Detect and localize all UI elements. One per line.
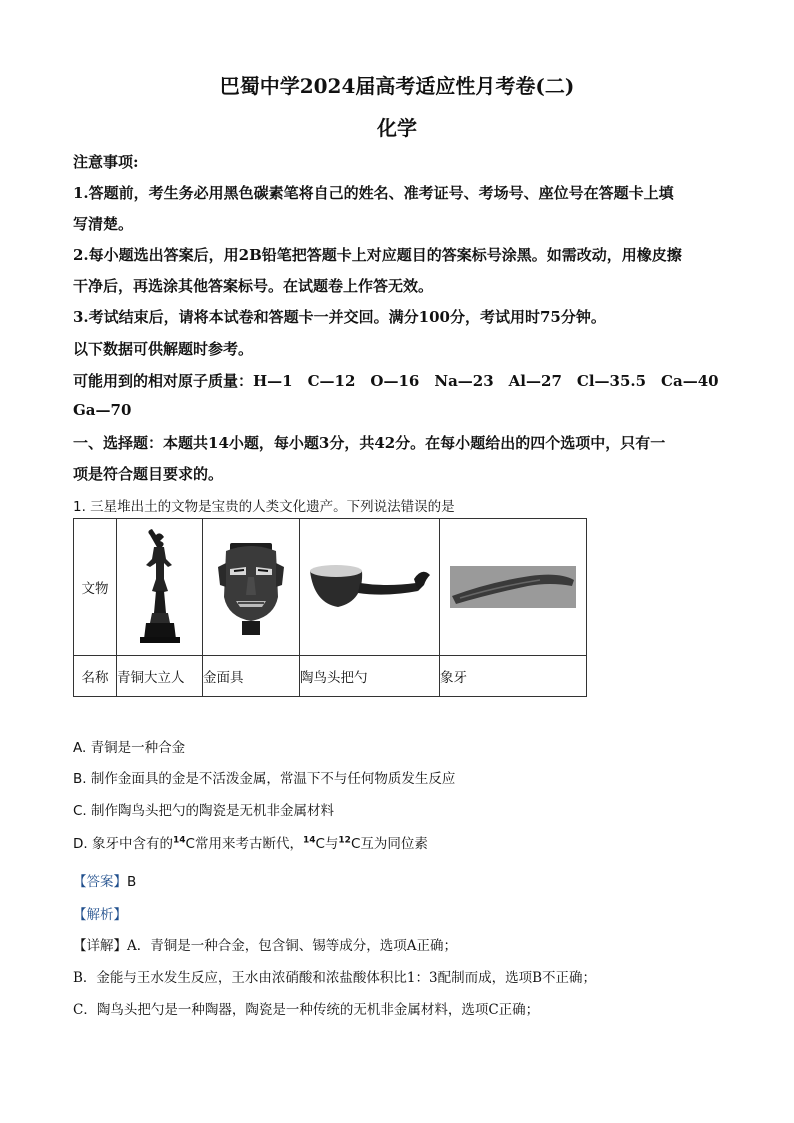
note-1-line-2: 写清楚。 [73,215,134,233]
gold-mask-image [216,537,286,637]
ivory-image [450,566,576,608]
table-header-relic: 文物 [74,519,117,656]
option-d-mass-14b: 14 [302,835,316,846]
answer-line [73,870,136,890]
option-d-mid: 常用来考古断代， [194,836,303,852]
page-title: 巴蜀中学2024届高考适应性月考卷(二) [219,74,575,98]
relics-table [73,518,587,697]
option-d-carbon-c: C [350,836,361,852]
option-d-end: 互为同位素 [360,836,428,852]
option-d-mass-12: 12 [338,835,351,846]
option-d-yu: 与 [324,836,339,852]
pottery-ladle-image-cell [300,519,440,656]
relic-name-1: 青铜大立人 [117,656,203,697]
answer-label: 【答案】 [73,874,127,890]
atomic-mass-line-2: Ga—70 [73,401,132,419]
note-1-line-1: 1.答题前，考生务必用黑色碳素笔将自己的姓名、准考证号、考场号、座位号在答题卡上填 [73,184,674,202]
subject-title: 化学 [377,116,417,140]
data-intro: 以下数据可供解题时参考。 [73,340,254,358]
note-2-line-1: 2.每小题选出答案后，用2B铅笔把答题卡上对应题目的答案标号涂黑。如需改动，用橡皮擦 [73,246,682,264]
bronze-figure-image-cell [117,519,203,656]
option-b: B. 制作金面具的金是不活泼金属，常温下不与任何物质发生反应 [73,771,456,787]
section-heading-line-2: 项是符合题目要求的。 [73,465,224,483]
detail-a: 【详解】A．青铜是一种合金，包含铜、锡等成分，选项A正确； [73,938,457,954]
answer-value: B [127,874,137,890]
analysis-label: 【解析】 [73,907,127,923]
option-a: A. 青铜是一种合金 [73,740,186,756]
relic-name-4: 象牙 [440,656,587,697]
note-3: 3.考试结束后，请将本试卷和答题卡一并交回。满分100分，考试用时75分钟。 [73,308,606,326]
option-d-mass-14a: 14 [172,835,186,846]
option-c: C. 制作陶鸟头把勺的陶瓷是无机非金属材料 [73,803,335,819]
notes-heading: 注意事项: [73,153,139,171]
pottery-ladle-image [306,557,434,617]
note-2-line-2: 干净后，再选涂其他答案标号。在试题卷上作答无效。 [73,277,434,295]
section-heading-line-1: 一、选择题：本题共14小题，每小题3分，共42分。在每小题给出的四个选项中，只有一 [73,434,666,452]
detail-b: B．金能与王水发生反应，王水由浓硝酸和浓盐酸体积比1：3配制而成，选项B不正确； [73,970,597,986]
detail-c: C．陶鸟头把勺是一种陶器，陶瓷是一种传统的无机非金属材料，选项C正确； [73,1002,540,1018]
question-1-stem: 1. 三星堆出土的文物是宝贵的人类文化遗产。下列说法错误的是 [73,499,455,515]
option-d-carbon-a: C [185,836,195,852]
option-d-prefix: D. 象牙中含有的 [73,836,173,852]
table-header-name: 名称 [74,656,117,697]
option-d [73,832,428,852]
relic-name-3: 陶鸟头把勺 [300,656,440,697]
option-d-carbon-b: C [315,836,325,852]
gold-mask-image-cell [203,519,300,656]
bronze-figure-image [130,529,190,645]
ivory-image-cell [440,519,587,656]
atomic-mass-line-1: 可能用到的相对原子质量：H—1 C—12 O—16 Na—23 Al—27 Cl—35.5 Ca—40 [73,372,719,390]
relic-name-2: 金面具 [203,656,300,697]
